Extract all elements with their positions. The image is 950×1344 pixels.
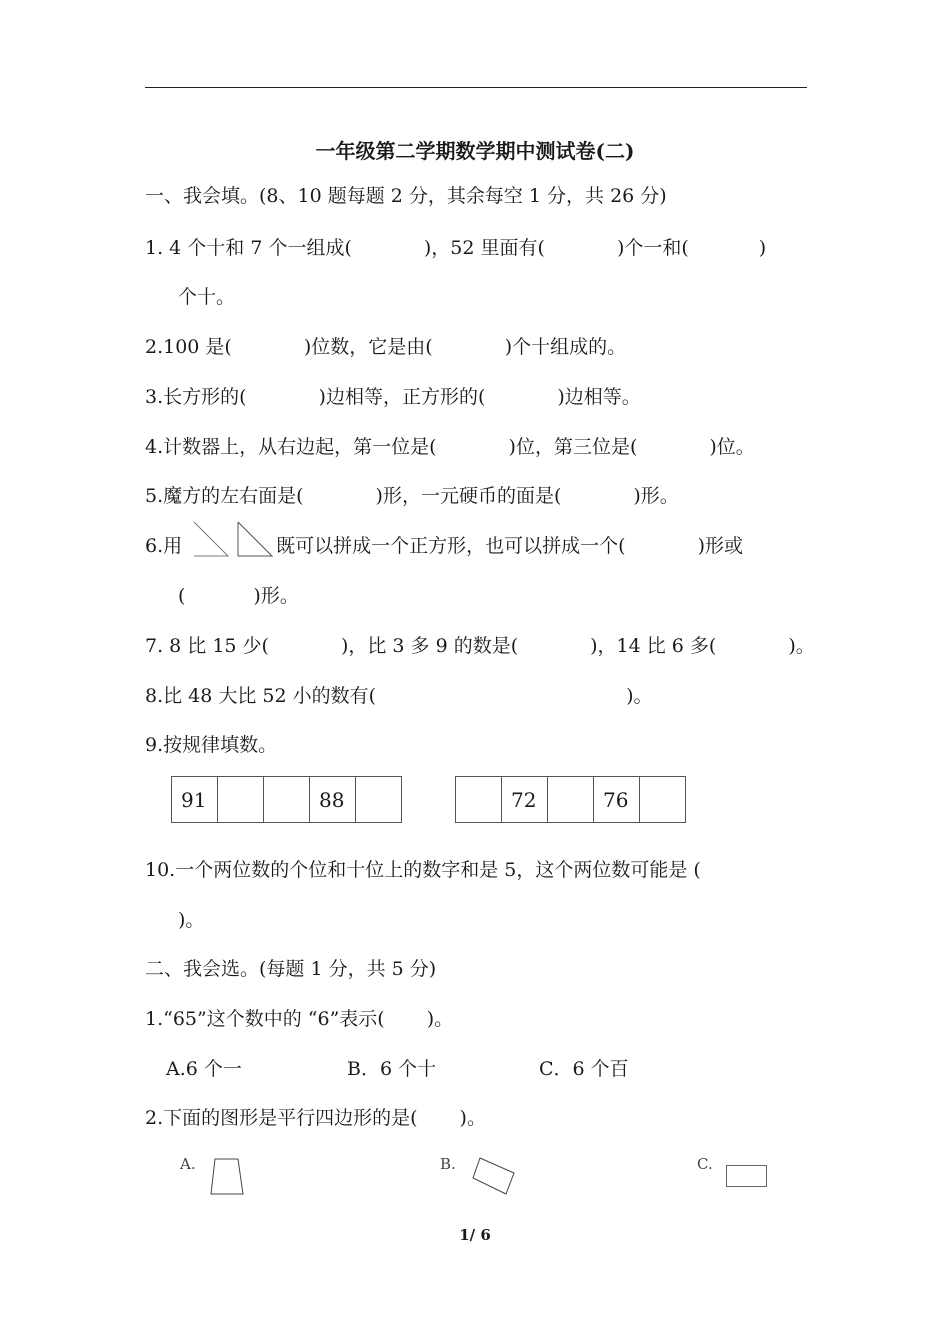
question-6-cont: ( )形。 [178,585,299,607]
option-c[interactable]: C．6 个百 [539,1058,629,1080]
question-6: 6.用 既可以拼成一个正方形，也可以拼成一个( )形或 [145,535,743,557]
triangle-pair-icon [192,520,272,558]
question-4: 4.计数器上，从右边起，第一位是( )位，第三位是( )位。 [145,436,755,458]
sequence-cell: 72 [502,777,548,823]
sequence-cell[interactable] [548,777,594,823]
parallelogram-shape-icon [472,1156,516,1196]
shape-option-a-label[interactable]: A. [180,1155,196,1173]
question-8: 8.比 48 大比 52 小的数有( )。 [145,685,653,707]
option-b[interactable]: B．6 个十 [347,1058,437,1080]
choice-question-1: 1.“65”这个数中的 “6”表示( )。 [145,1008,454,1030]
question-10-cont: )。 [178,909,205,931]
section1-heading: 一、我会填。(8、10 题每题 2 分，其余每空 1 分，共 26 分) [145,185,667,207]
sequence-cell[interactable] [264,777,310,823]
question-3: 3.长方形的( )边相等，正方形的( )边相等。 [145,386,641,408]
question-9: 9.按规律填数。 [145,734,278,756]
sequence-table-2 [455,776,686,823]
sequence-cell[interactable] [218,777,264,823]
question-2: 2.100 是( )位数，它是由( )个十组成的。 [145,336,627,358]
rectangle-shape-icon [726,1165,768,1189]
question-1: 1. 4 个十和 7 个一组成( )，52 里面有( )个一和( ) [145,237,767,259]
sequence-cell[interactable] [356,777,402,823]
sequence-cell: 91 [172,777,218,823]
shape-option-c-label[interactable]: C. [697,1155,713,1173]
question-5: 5.魔方的左右面是( )形，一元硬币的面是( )形。 [145,485,679,507]
page-title: 一年级第二学期数学期中测试卷(二) [315,139,635,163]
sequence-cell: 88 [310,777,356,823]
question-7: 7. 8 比 15 少( )，比 3 多 9 的数是( )，14 比 6 多( )。 [145,635,815,657]
sequence-table-1 [171,776,402,823]
sequence-cell: 76 [594,777,640,823]
sequence-cell[interactable] [640,777,686,823]
choice-question-2: 2.下面的图形是平行四边形的是( )。 [145,1107,486,1129]
option-a[interactable]: A.6 个一 [166,1058,242,1080]
question-10: 10.一个两位数的个位和十位上的数字和是 5，这个两位数可能是 ( [145,859,701,881]
page-number: 1/ 6 [459,1226,491,1244]
trapezoid-shape-icon [210,1158,244,1196]
section2-heading: 二、我会选。(每题 1 分，共 5 分) [145,958,437,980]
shape-option-b-label[interactable]: B. [440,1155,456,1173]
question-1-cont: 个十。 [178,286,236,308]
header-rule [145,87,807,88]
sequence-cell[interactable] [456,777,502,823]
